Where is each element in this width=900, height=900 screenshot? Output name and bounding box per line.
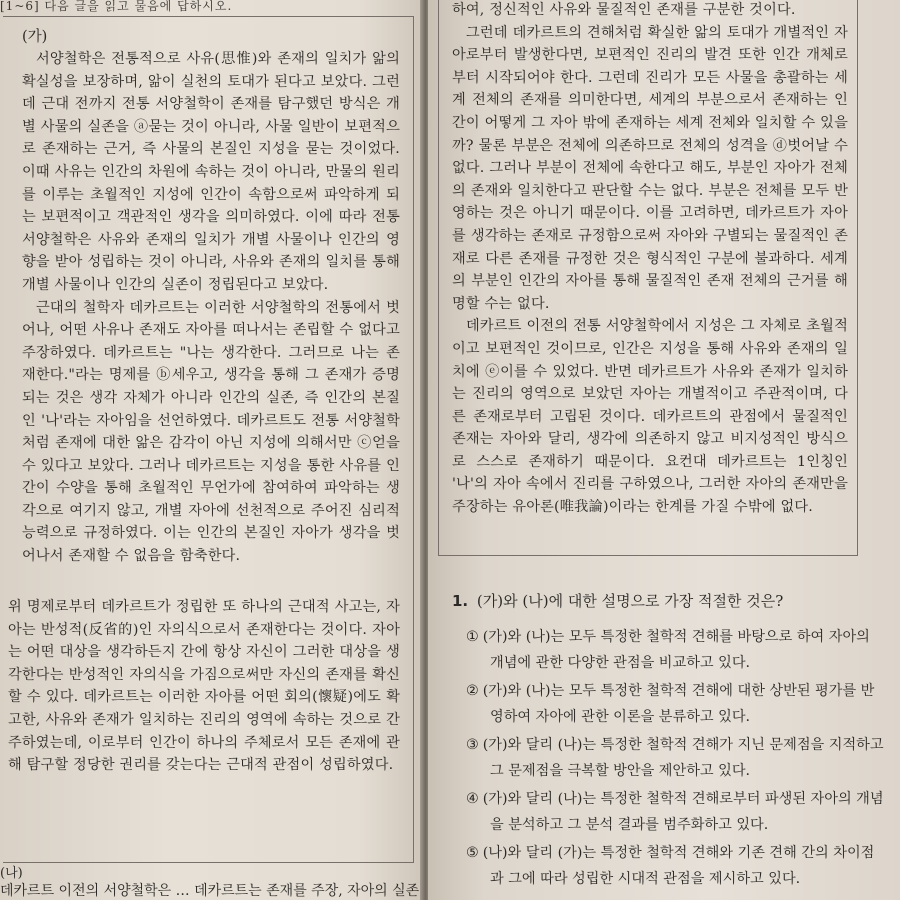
- passage-ga-body: [22, 48, 400, 568]
- question-stem: (가)와 (나)에 대한 설명으로 가장 적절한 것은?: [476, 592, 784, 610]
- passage-na-label: (나): [0, 866, 23, 881]
- choice-5[interactable]: [466, 840, 886, 892]
- left-page: [0, 0, 423, 900]
- passage-na-paragraph-3: 데카르트 이전의 전통 서양철학에서 지성은 그 자체로 초월적이고 보편적인 것이므로, 인간은 지성을 통해 사유와 존재의 일치에 ⓔ이를 수 있었다. 반면 데카르트가 사유와 존재가 일치하는 진리의 영역으로 보았던 자아는 개별적이고 주관적이며, 다른 존재로부터 고립된 것이다. 데카르트의 관점에서 물질적인 존재는 자아와 달리, 생각에 의존하지 않고 비지성적인 방식으로 스스로 존재하기 때문이다. 요컨대 데카르트는 1인칭인 '나'의 자아 속에서 진리를 구하였으나, 그러한 자아의 존재만을 주장하는 유아론(唯我論)이라는 한계를 가질 수밖에 없다.: [452, 318, 848, 516]
- passage-ga-paragraph-1: 서양철학은 전통적으로 사유(思惟)와 존재의 일치가 앎의 확실성을 보장하며, 앎이 실천의 토대가 된다고 보았다. 그런데 근대 전까지 전통 서양철학이 존재를 탐구했던 방식은 개별 사물의 실존을 ⓐ묻는 것이 아니라, 사물 일반이 보편적으로 존재하는 근거, 즉 사물의 본질인 지성을 묻는 것이었다. 이때 사유는 인간의 차원에 속하는 것이 아니라, 만물의 원리를 이루는 초월적인 지성에 인간이 속함으로써 파악하게 되는 보편적이고 객관적인 생각을 의미하였다. 이에 따라 전통 서양철학은 사유와 존재의 일치가 개별 사물이나 인간의 영향을 받아 성립하는 것이 아니라, 사유와 존재의 일치를 통해 개별 사물이나 인간의 실존이 정립된다고 보았다.: [22, 51, 400, 293]
- choice-mark: ④: [466, 791, 479, 807]
- choice-mark: ①: [466, 629, 479, 645]
- question-1: [452, 590, 882, 612]
- passage-ga-paragraph-2: 근대의 철학자 데카르트는 이러한 서양철학의 전통에서 벗어나, 어떤 사유나 존재도 자아를 떠나서는 존립할 수 없다고 주장하였다. 데카르트는 "나는 생각한다. 그러므로 나는 존재한다."라는 명제를 ⓑ세우고, 생각을 통해 그 존재가 증명되는 것은 생각 자체가 아니라 인간의 실존, 즉 인간의 본질인 '나'라는 자아임을 선언하였다. 데카르트도 전통 서양철학처럼 존재에 대한 앎은 감각이 아닌 지성에 의해서만 ⓒ얻을 수 있다고 보았다. 그러나 데카르트는 지성을 통한 사유를 인간이 수양을 통해 초월적인 무언가에 참여하여 파악하는 생각으로 여기지 않고, 개별 자아에 선천적으로 주어진 심리적 능력으로 규정하였다. 이는 인간의 본질인 자아가 생각을 벗어나서 존재할 수 없음을 함축한다.: [22, 299, 400, 565]
- choice-mark: ⑤: [466, 845, 479, 861]
- choice-2[interactable]: [466, 678, 886, 730]
- passage-na-start: [0, 862, 420, 900]
- choice-4[interactable]: [466, 786, 886, 838]
- question-set-header: [1~6] 다음 글을 읽고 물음에 답하시오.: [0, 0, 233, 13]
- question-number: 1.: [452, 592, 469, 610]
- choice-1[interactable]: [466, 624, 886, 676]
- choice-mark: ③: [466, 737, 479, 753]
- choice-text: (가)와 (나)는 모두 특정한 철학적 견해를 바탕으로 하여 자아의 개념에 관한 다양한 관점을 비교하고 있다.: [482, 629, 870, 671]
- passage-ga-paragraph-3: 위 명제로부터 데카르트가 정립한 또 하나의 근대적 사고는, 자아는 반성적(反省的)인 자의식으로서 존재한다는 것이다. 자아는 어떤 대상을 생각하든지 간에 항상 자신이 그러한 대상을 생각한다는 반성적인 자의식을 가짐으로써만 자신의 존재를 확신할 수 있다. 데카르트는 이러한 자아를 어떤 회의(懷疑)에도 확고한, 사유와 존재가 일치하는 진리의 영역에 속하는 것으로 간주하였는데, 이로부터 인간이 하나의 주체로서 모든 존재에 관해 탐구할 정당한 권리를 갖는다는 근대적 관점이 성립하였다.: [8, 599, 400, 774]
- choice-text: (가)와 달리 (나)는 특정한 철학적 견해로부터 파생된 자아의 개념을 분석하고 그 분석 결과를 범주화하고 있다.: [482, 791, 884, 833]
- passage-na-paragraph-1: 하여, 정신적인 사유와 물질적인 존재를 구분한 것이다.: [452, 2, 796, 18]
- right-page: [428, 0, 900, 900]
- choice-text: (나)와 달리 (가)는 특정한 철학적 견해와 기존 견해 간의 차이점과 그에 따라 성립한 시대적 관점을 제시하고 있다.: [482, 845, 875, 887]
- passage-ga-tail: [8, 596, 400, 777]
- passage-ga-label: (가): [22, 29, 48, 45]
- choice-text: (가)와 (나)는 모두 특정한 철학적 견해에 대한 상반된 평가를 반영하여 자아에 관한 이론을 분류하고 있다.: [482, 683, 875, 725]
- passage-na-first-line: 데카르트 이전의 서양철학은 … 데카르트는 존재를 주장, 자아의 실존: [0, 883, 420, 899]
- passage-na-body: [452, 0, 848, 519]
- choice-mark: ②: [466, 683, 479, 699]
- answer-choices: [466, 624, 886, 894]
- choice-text: (가)와 달리 (나)는 특정한 철학적 견해가 지닌 문제점을 지적하고 그 문제점을 극복할 방안을 제안하고 있다.: [482, 737, 884, 779]
- choice-3[interactable]: [466, 732, 886, 784]
- passage-na-paragraph-2: 그런데 데카르트의 견해처럼 확실한 앎의 토대가 개별적인 자아로부터 발생한다면, 보편적인 진리의 발견 또한 인간 개체로부터 시작되어야 한다. 그런데 진리가 모든 사물을 총괄하는 세계 전체의 존재를 의미한다면, 세계의 부분으로서 존재하는 인간이 어떻게 그 자아 밖에 존재하는 세계 전체와 일치할 수 있을까? 물론 부분은 전체에 의존하므로 전체의 성격을 ⓓ벗어날 수 없다. 그러나 부분이 전체에 속한다고 해도, 부분인 자아가 전체의 존재와 일치한다고 판단할 수는 없다. 부분은 전체를 모두 반영하는 것은 아니기 때문이다. 이를 고려하면, 데카르트가 자아를 생각하는 존재로 규정함으로써 자아와 구별되는 물질적인 존재로 다른 존재를 규정한 것은 형식적인 구분에 불과하다. 세계의 부분인 인간의 자아를 통해 물질적인 존재 전체의 근거를 해명할 수는 없다.: [452, 24, 848, 312]
